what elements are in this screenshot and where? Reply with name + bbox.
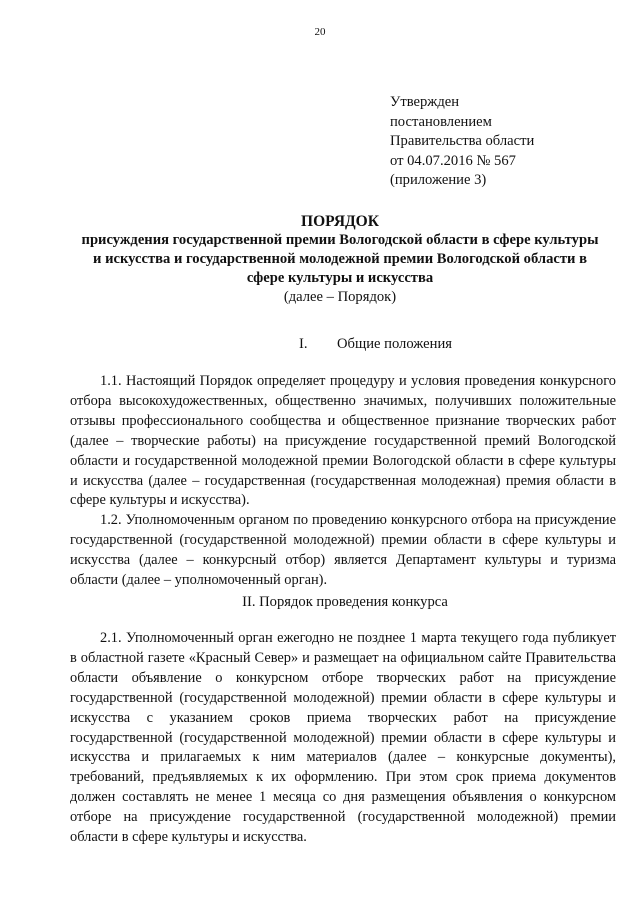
approval-line: Утвержден bbox=[390, 94, 460, 110]
approval-stamp bbox=[390, 93, 620, 191]
section-1-body bbox=[70, 372, 616, 591]
approval-line: (приложение 3) bbox=[390, 172, 487, 188]
paragraph-1-2: 1.2. Уполномоченным органом по проведению конкурсного отбора на присуждение государственной (государственной молодежной) премии области в сфере культуры и искусства (далее – конкурсный отбор) является Департамент культуры и туризма области (далее – уполномоченный орган). bbox=[70, 512, 616, 589]
section-1-title: Общие положения bbox=[337, 336, 452, 352]
section-1-number: I. bbox=[299, 336, 308, 352]
title-subtitle: присуждения государственной премии Вологодской области в сфере культуры и искусства и государственной молодежной премии Вологодской области в сфере культуры и искусства bbox=[81, 232, 599, 286]
paragraph-1-1: 1.1. Настоящий Порядок определяет процедуру и условия проведения конкурсного отбора высокохудожественных, общественно значимых, получивших положительные отзывы профессионального сообщества и общественное признание творческих работ (далее – творческие работы) на присуждение государственной премий Вологодской области и государственной молодежной премии Вологодской области в сфере культуры и искусства (далее – государственная (государственная молодежная) премия области в сфере культуры и искусства). bbox=[70, 373, 616, 509]
approval-line: постановлением bbox=[390, 113, 492, 130]
title-note: (далее – Порядок) bbox=[283, 289, 397, 305]
approval-line: Правительства области bbox=[390, 133, 535, 149]
page-number: 20 bbox=[314, 26, 326, 38]
approval-line: от 04.07.2016 № 567 bbox=[390, 152, 516, 169]
paragraph-2-1: 2.1. Уполномоченный орган ежегодно не позднее 1 марта текущего года публикует в областной газете «Красный Север» и размещает на официальном сайте Правительства области объявление о конкурсном отборе творческих работ на присуждение государственной (государственной молодежной) премии области в сфере культуры и искусства с указанием сроков приема творческих работ на присуждение государственной (государственной молодежной) премии области в сфере культуры и искусства и прилагаемых к ним материалов (далее – конкурсные документы), требований, предъявляемых к их оформлению. При этом срок приема документов должен составлять не менее 1 месяца со дня размещения объявления о конкурсном отборе на присуждение государственной (государственной молодежной) премии области в сфере культуры и искусства. bbox=[70, 630, 616, 846]
title-main: ПОРЯДОК bbox=[301, 213, 379, 230]
document-title bbox=[80, 212, 600, 307]
section-2-heading: II. Порядок проведения конкурса bbox=[242, 594, 448, 610]
section-2-body bbox=[70, 629, 616, 848]
